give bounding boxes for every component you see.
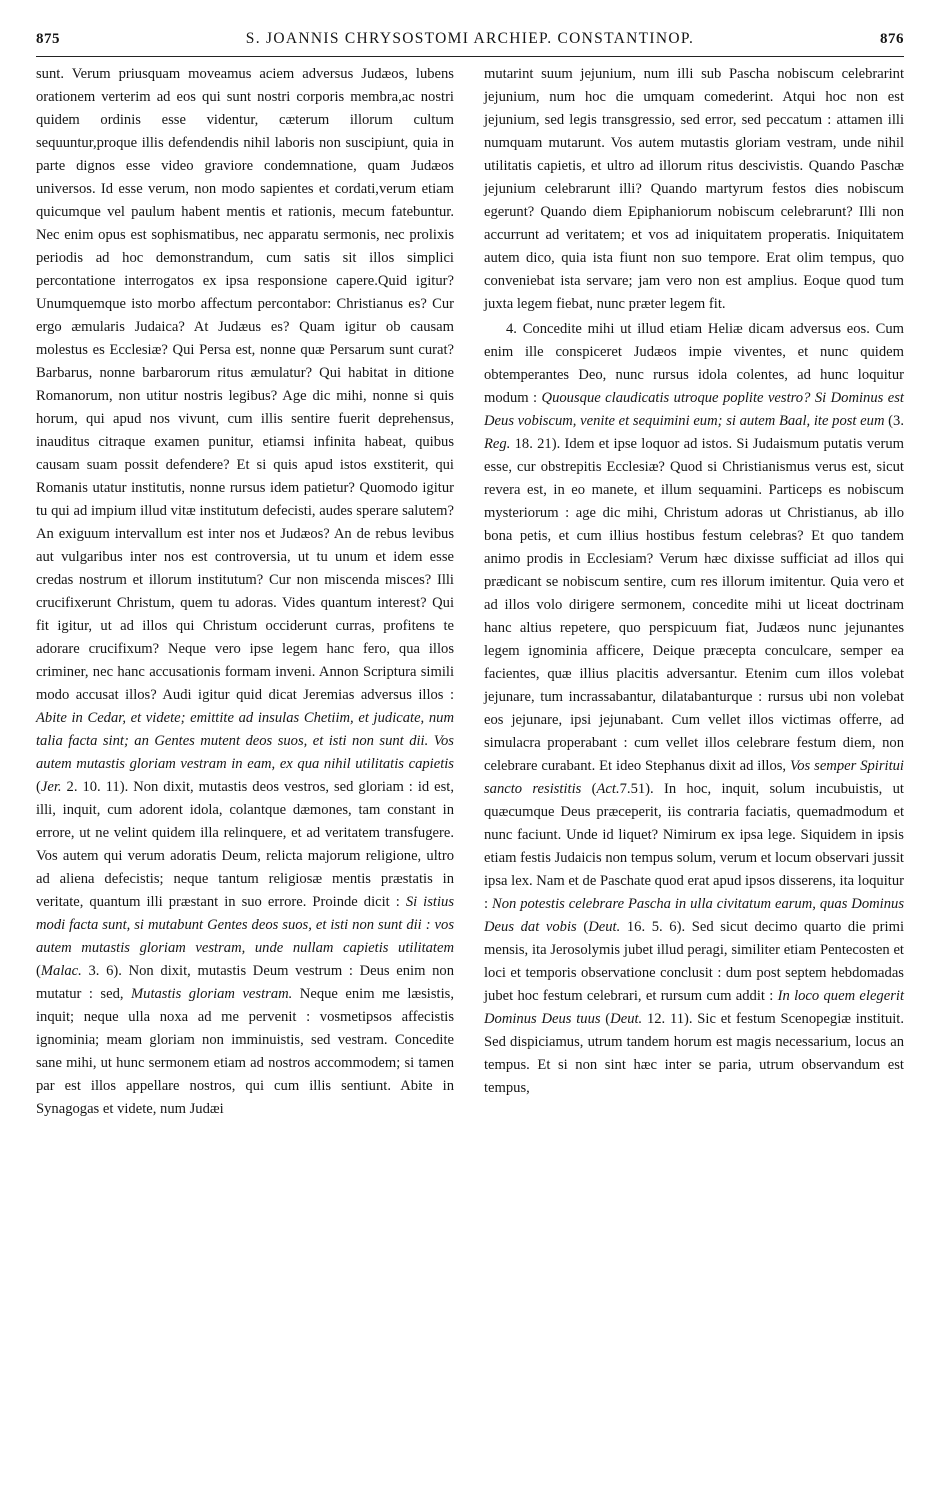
left-page-number: 875	[36, 31, 60, 47]
text-run: (3.	[884, 413, 904, 429]
text-run: (	[36, 963, 41, 979]
text-run: 16. 5. 6). Sed sicut decimo quarto die primi mensis, ita Jerosolymis jubet illud peragi, similiter etiam Pentecosten et loci et temporis observatione conclusit : dum post septem hebdomadas jubet hoc festum celebrari, et rursum cum addit :	[484, 919, 905, 1004]
italic-text-run: Malac.	[40, 963, 82, 979]
italic-text-run: Deut.	[610, 1011, 643, 1027]
text-run: (	[581, 781, 597, 797]
italic-text-run: Non potestis celebrare Pascha in ulla civitatum earum, quas Dominus Deus dat vobis	[484, 896, 904, 935]
text-run: 4. Concedite mihi ut illud etiam Heliæ dicam adversus eos. Cum enim ille conspiceret Judæos impie viventes, et nunc quidem obtemperantes Deo, nunc rursus idola colentes, ad hunc loquitur modum :	[484, 321, 904, 406]
running-header	[36, 30, 904, 57]
text-run: 3. 6). Non dixit, mutastis Deum vestrum : Deus enim non mutatur : sed,	[36, 963, 454, 1002]
text-run: Neque enim me læsistis, inquit; neque ulla noxa ad me pervenit : vosmetipsos affecistis ignominia; meam gloriam non imminuistis, sed vestram. Concedite sane mihi, ut hunc sermonem etiam ad nostros accommodem; si tamen par est illos appellare nostros, qui cum illis sentiunt. Abite in Synagogas et videte, num Judæi	[36, 986, 454, 1117]
italic-text-run: In loco quem elegerit Dominus Deus tuus	[484, 988, 904, 1027]
text-run: 12. 11). Sic et festum Scenopegiæ instituit. Sed dispiciamus, utrum tandem horum est magis necessarium, locus an tempus. Et si non sint hæc inter se paria, utrum observandum est tempus,	[484, 1011, 904, 1096]
right-column	[484, 63, 904, 1121]
text-run: mutarint suum jejunium, num illi sub Pascha nobiscum celebrarint jejunium, num hoc die umquam comederint. Atqui hoc non est jejunium, sed legis transgressio, sed error, sed peccatum : attamen illi numquam mutarunt. Vos autem mutastis gloriam vestram, unde nihil utilitatis capietis, et ultro ad illorum ritus descivistis. Quando Paschæ jejunium celebrarunt illi? Quando martyrum festos dies nobiscum egerunt? Quando diem Epiphaniorum nobiscum celebrarunt? Illi non accurrunt ad veritatem; et vos ad iniquitatem properatis. Iniquitatem autem dico, quia ista fiunt non suo tempore. Erat olim tempus, quo conveniebat ista servare; jam vero non est amplius. Eoque quod tum juxta legem fiebat, nunc præter legem fit.	[484, 66, 904, 312]
right-page-number: 876	[879, 31, 904, 47]
paragraph	[36, 63, 454, 1121]
running-title: S. JOANNIS CHRYSOSTOMI ARCHIEP. CONSTANTINOP.	[245, 30, 695, 47]
left-column	[36, 63, 454, 1121]
text-columns	[36, 63, 904, 1121]
italic-text-run: Quousque claudicatis utroque poplite vestro? Si Dominus est Deus vobiscum, venite et sequimini eum; si autem Baal, ite post eum	[484, 390, 904, 429]
italic-text-run: Si istius modi facta sunt, si mutabunt Gentes deos suos, et isti non sunt dii : vos autem mutastis gloriam vestram, unde nullam capietis utilitatem	[36, 894, 454, 956]
italic-text-run: Reg.	[484, 436, 511, 452]
text-run: (	[576, 919, 589, 935]
text-run: 7.51). In hoc, inquit, solum incubuistis, ut quæcumque Deus præceperit, iis contraria faciatis, quemadmodum et nunc faciunt. Unde id liquet? Nimirum ex ipsa lege. Siquidem in ipsis etiam festis Judaicis non tempus solum, verum et locum observari jussit ipsa lex. Nam et de Paschate quod erat apud ipsos disserens, ita loquitur :	[484, 781, 904, 912]
text-run: (	[600, 1011, 611, 1027]
text-run: (	[36, 779, 41, 795]
paragraph	[484, 63, 904, 316]
italic-text-run: Mutastis gloriam vestram.	[131, 986, 293, 1002]
text-run: 2. 10. 11). Non dixit, mutastis deos vestros, sed gloriam : id est, illi, inquit, cum adorent idola, colantque dæmones, tam constant in errore, ut ne velint quidem illa relinquere, et ad veritatem transfugere. Vos autem qui verum adoratis Deum, relicta majorum religione, ultro ad aliena defecistis; neque tantum religiosæ mentis præstatis in veritate, quantum illi præstant in suo errore. Proinde dicit :	[36, 779, 454, 910]
italic-text-run: Act.	[596, 781, 620, 797]
paragraph	[484, 318, 904, 1100]
text-run: 18. 21). Idem et ipse loquor ad istos. Si Judaismum putatis verum esse, cur obstrepitis Ecclesiæ? Quod si Christianismus verus est, sicut revera est, in eo manete, et illum sequamini. Particeps es nobiscum mysteriorum : age dic mihi, Christum adoras ut Christianus, ab illo bona petis, et cum illius hostibus festum celebras? Et quo tandem animo prodis in Ecclesiam? Verum hæc dixisse sufficiat ad illos qui prædicant se nobiscum sentire, cum res illorum imitentur. Quia vero et ad illos volo dirigere sermonem, concedite mihi ut liceat doctrinam hanc altius repetere, quo perspicuum fiat, Judæos nunc jejunantes legem ignominia afficere, Deique præcepta conculcare, semper ea facientes, quæ illius placitis adversantur. Etenim cum illos volebat jejunare, tum incrassabantur, dilatabanturque : rursus ubi non volebat eos jejunare, ipsi jejunabant. Cum vellet illos victimas offerre, ad simulacra properabant : cum vellet illos celebrare festum diem, non celebrare curabant. Et ideo Stephanus dixit ad illos,	[484, 436, 904, 774]
italic-text-run: Jer.	[40, 779, 62, 795]
italic-text-run: Vos semper Spiritui sancto resistitis	[484, 758, 904, 797]
italic-text-run: Deut.	[588, 919, 621, 935]
text-run: sunt. Verum priusquam moveamus aciem adversus Judæos, lubens orationem verterim ad eos qui sunt nostri corporis membra,ac nostri quidem ordinis esse videntur, cæterum illorum cultum sequuntur,proque illis defendendis nihil laboris non suscipiunt, quia in parte dignos esse video graviore condemnatione, quam Judæos universos. Id esse verum, non modo sapientes et cordati,verum etiam quicumque vel paulum habent mentis et rationis, mecum fatebuntur. Nec enim opus est sophismatibus, nec apparatu sermonis, nec prolixis periodis ad hoc demonstrandum, cum satis sit illos simplici percontatione interrogatos ex ipsa responsione capere.Quid igitur? Unumquemque isto morbo affectum percontabor: Christianus es? Cur ergo æmularis Judaica? At Judæus es? Quam igitur ob causam molestus es Ecclesiæ? Qui Persa est, nonne quæ Persarum sunt curat? Barbarus, nonne barbarorum ritus æmulatur? Qui habitat in ditione Romanorum, non utitur nostris legibus? Age dic mihi, nonne si quis horum, qui apud nos vivunt, cum illis sentire fuerit deprehensus, inauditus citraque examen punitur, etiamsi infinita habeat, quibus causam suam possit defendere? Et si quis apud istos exstiterit, qui Romanis utatur institutis, nonne rursus idem patietur? Quomodo igitur tu qui ad impium illud vitæ institutum defecisti, audes sperare salutem? An exiguum intervallum est inter nos et Judæos? An de rebus levibus aut vulgaribus inter nos est controversia, ut tu unum et idem esse credas nostrum et illorum institutum? Cur non miscenda misces? Illi crucifixerunt Christum, quem tu adoras. Vides quantum interest? Qui fit igitur, ut ad illos qui Christum occiderunt curras, profitens te adorare crucifixum? Neque vero ipse legem hanc fero, qua illos criminer, nec hanc accusationis formam inveni. Annon Scriptura simili modo accusat illos? Audi igitur quid dicat Jeremias adversus illos :	[36, 66, 454, 703]
italic-text-run: Abite in Cedar, et videte; emittite ad insulas Chetiim, et judicate, num talia facta sint; an Gentes mutent deos suos, et isti non sunt dii. Vos autem mutastis gloriam vestram in eam, ex qua nihil utilitatis capietis	[36, 710, 454, 772]
